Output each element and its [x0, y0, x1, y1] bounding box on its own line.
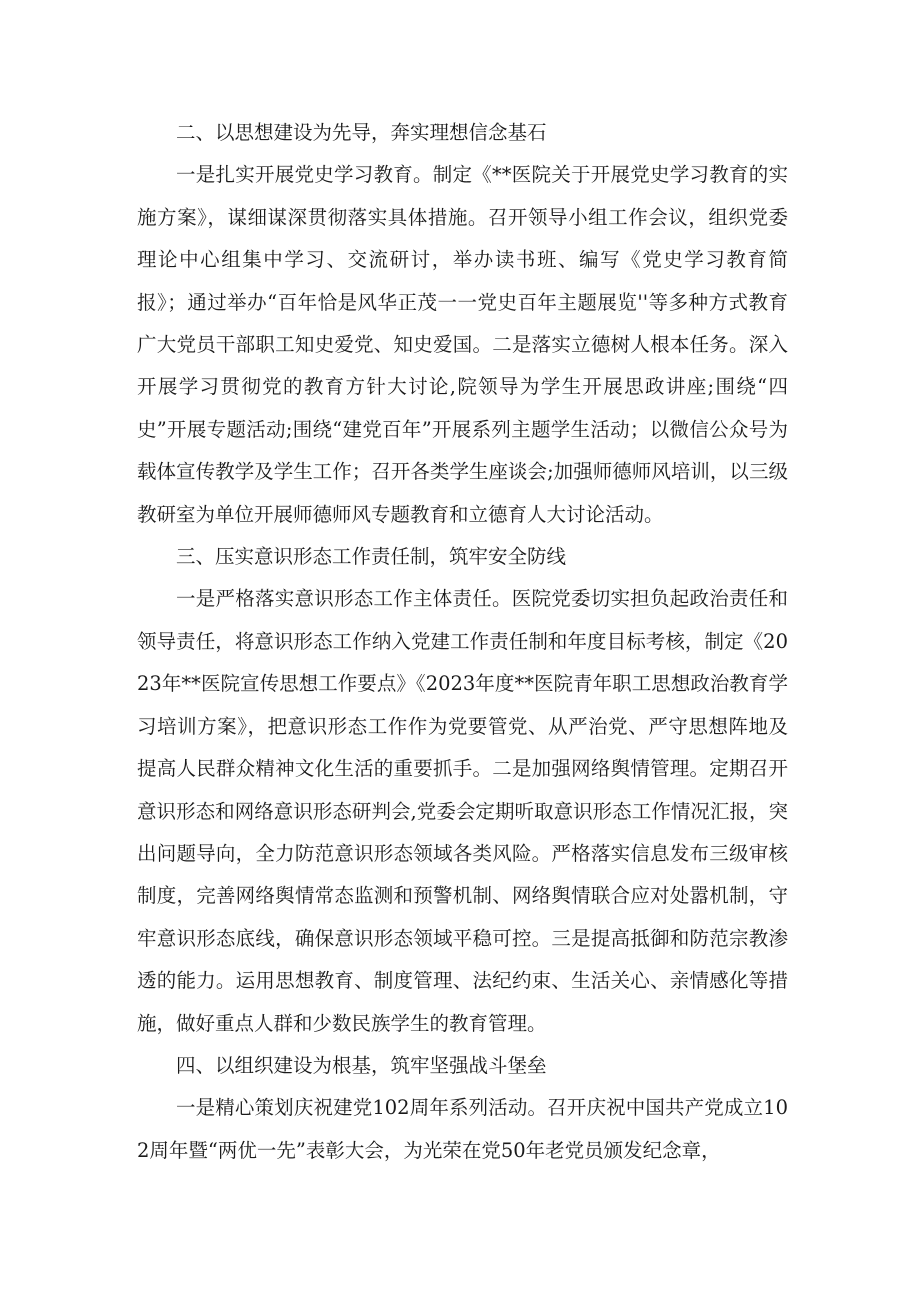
section-heading-3: 三、压实意识形态工作责任制，筑牢安全防线	[176, 545, 567, 569]
section-paragraph-2: 一是扎实开展党史学习教育。制定《**医院关于开展党史学习教育的实施方案》，谋细谋深贯彻落实具体措施。召开领导小组工作会议，组织党委理论中心组集中学习、交流研讨，举办读书班、编写《党史学习教育简报》；通过举办“百年恰是风华正茂一一党史百年主题展览''等多种方式教育广大党员干部职工知史爱党、知史爱国。二是落实立德树人根本任务。深入开展学习贯彻党的教育方针大讨论,院领导为学生开展思政讲座;围绕“四史”开展专题活动;围绕“建党百年”开展系列主题学生活动；以微信公众号为载体宣传教学及学生工作；召开各类学生座谈会;加强师德师风培训，以三级教研室为单位开展师德师风专题教育和立德育人大讨论活动。	[137, 163, 788, 526]
section-heading-2: 二、以思想建设为先导，奔实理想信念基石	[176, 121, 547, 144]
section-heading-4: 四、以组织建设为根基，筑牢坚强战斗堡垒	[176, 1053, 547, 1077]
section-paragraph-3: 一是严格落实意识形态工作主体责任。医院党委切实担负起政治责任和领导责任，将意识形态工作纳入党建工作责任制和年度目标考核，制定《2023年**医院宣传思想工作要点》《2023年度**医院青年职工思想政治教育学习培训方案》，把意识形态工作作为党要管党、从严治党、严守思想阵地及提高人民群众精神文化生活的重要抓手。二是加强网络舆情管理。定期召开意识形态和网络意识形态研判会,党委会定期听取意识形态工作情况汇报，突出问题导向，全力防范意识形态领域各类风险。严格落实信息发布三级审核制度，完善网络舆情常态监测和预警机制、网络舆情联合应对处嚣机制，守牢意识形态底线，确保意识形态领域平稳可控。三是提高抵御和防范宗教渗透的能力。运用思想教育、制度管理、法纪约束、生活关心、亲情感化等措施，做好重点人群和少数民族学生的教育管理。	[137, 587, 788, 1035]
document-body	[137, 112, 788, 1172]
section-paragraph-4: 一是精心策划庆祝建党102周年系列活动。召开庆祝中国共产党成立102周年暨“两优一先”表彰大会，为光荣在党50年老党员颁发纪念章，	[137, 1096, 788, 1162]
